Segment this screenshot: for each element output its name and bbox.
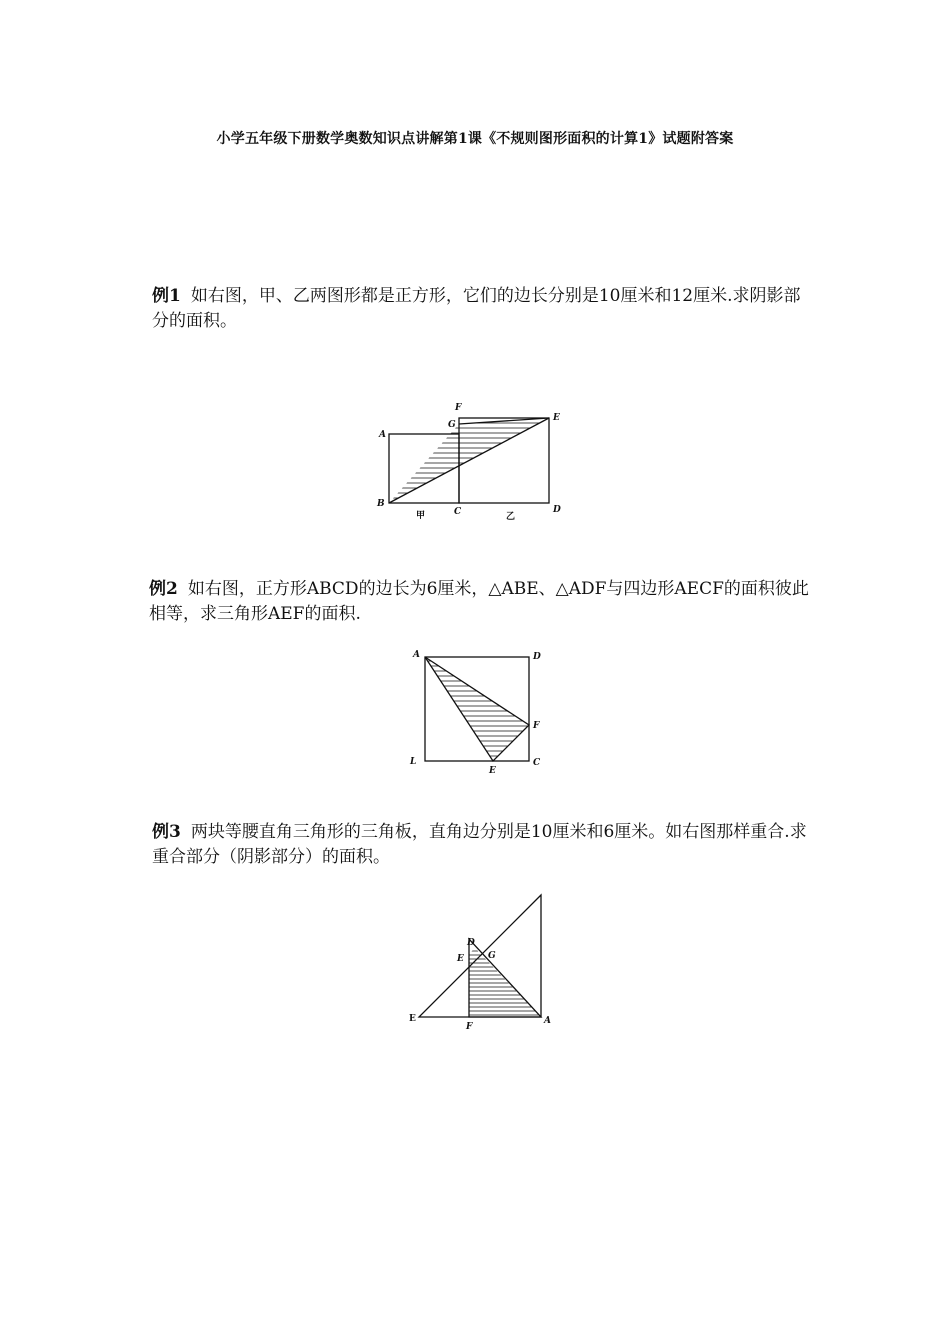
- label-d: D: [467, 938, 475, 948]
- problem-text: 如右图，甲、乙两图形都是正方形，它们的边长分别是10厘米和12厘米.求阴影部分的面积。: [152, 286, 801, 331]
- label-d: D: [553, 505, 561, 515]
- label-f: F: [455, 403, 462, 413]
- label-jia: 甲: [416, 511, 426, 521]
- problem-text: 两块等腰直角三角形的三角板，直角边分别是10厘米和6厘米。如右图那样重合.求重合部分（阴影部分）的面积。: [152, 822, 807, 867]
- label-d: D: [533, 652, 541, 662]
- square-yi: [459, 418, 549, 503]
- small-triangle: [469, 939, 541, 1017]
- label-yi: 乙: [506, 512, 516, 522]
- label-g: G: [448, 420, 456, 430]
- problem-2: [149, 577, 809, 627]
- problem-label: 例3: [152, 822, 181, 842]
- label-f: F: [466, 1022, 473, 1032]
- label-a: A: [413, 650, 420, 660]
- problem-1: [152, 284, 812, 334]
- figure-1-squares: [370, 398, 570, 523]
- document-title: 小学五年级下册数学奥数知识点讲解第1课《不规则图形面积的计算1》试题附答案: [216, 131, 734, 147]
- problem-3: [152, 820, 812, 870]
- label-e: E: [553, 413, 560, 423]
- label-b: L: [410, 757, 417, 767]
- triangle-aef: [425, 657, 529, 761]
- figure-2-square: [405, 645, 555, 777]
- square-abcd: [425, 657, 529, 761]
- label-c: C: [533, 758, 541, 768]
- label-c: C: [454, 507, 462, 517]
- label-e: E: [489, 766, 496, 776]
- problem-label: 例1: [152, 286, 181, 306]
- label-e-lower: E: [409, 1014, 416, 1024]
- label-b: B: [377, 499, 385, 509]
- figure-3-triangles: [405, 888, 565, 1033]
- problem-label: 例2: [149, 579, 178, 599]
- label-f: F: [533, 721, 540, 731]
- label-e-upper: E: [457, 954, 464, 964]
- problem-text: 如右图，正方形ABCD的边长为6厘米，△ABE、△ADF与四边形AECF的面积彼此相等，求三角形AEF的面积.: [149, 579, 809, 624]
- label-a: A: [544, 1016, 551, 1026]
- label-g: G: [488, 951, 496, 961]
- label-a: A: [379, 430, 386, 440]
